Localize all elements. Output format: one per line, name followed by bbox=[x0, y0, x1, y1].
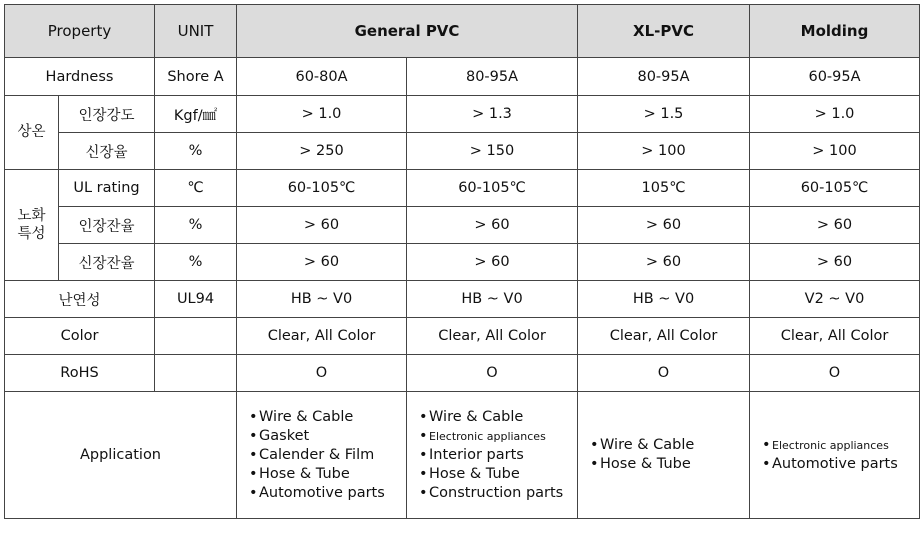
list-item: •Interior parts bbox=[419, 446, 524, 463]
list-item: •Electronic appliances bbox=[762, 437, 889, 453]
ul-rating-general-a: 60-105℃ bbox=[237, 170, 407, 207]
header-property: Property bbox=[5, 5, 155, 58]
application-list-general-a bbox=[241, 408, 385, 503]
bullet-icon: • bbox=[249, 427, 258, 444]
elongation-general-a: > 250 bbox=[237, 133, 407, 170]
rohs-general-b: O bbox=[407, 355, 578, 392]
ul-rating-general-b: 60-105℃ bbox=[407, 170, 578, 207]
bullet-icon: • bbox=[419, 465, 428, 482]
ul-rating-unit: ℃ bbox=[155, 170, 237, 207]
tensile-xl-pvc: > 1.5 bbox=[578, 96, 750, 133]
color-xl-pvc: Clear, All Color bbox=[578, 318, 750, 355]
list-item: •Wire & Cable bbox=[249, 408, 354, 425]
ul-rating-label: UL rating bbox=[59, 170, 155, 207]
hardness-unit: Shore A bbox=[155, 58, 237, 96]
application-general-a bbox=[237, 392, 407, 519]
row-application bbox=[5, 392, 920, 519]
flame-general-b: HB ~ V0 bbox=[407, 281, 578, 318]
group-aging-line1: 노화 bbox=[17, 207, 46, 224]
pvc-property-table bbox=[4, 4, 920, 519]
list-item: •Hose & Tube bbox=[590, 456, 691, 472]
elongation-retention-xl-pvc: > 60 bbox=[578, 244, 750, 281]
row-elongation bbox=[5, 133, 920, 170]
list-item: •Automotive parts bbox=[762, 456, 898, 472]
tensile-general-b: > 1.3 bbox=[407, 96, 578, 133]
hardness-label: Hardness bbox=[5, 58, 155, 96]
elongation-retention-label: 신장잔율 bbox=[59, 244, 155, 281]
row-hardness bbox=[5, 58, 920, 96]
rohs-molding: O bbox=[750, 355, 920, 392]
row-flame bbox=[5, 281, 920, 318]
list-item: •Calender & Film bbox=[249, 446, 375, 463]
flame-general-a: HB ~ V0 bbox=[237, 281, 407, 318]
tensile-retention-general-a: > 60 bbox=[237, 207, 407, 244]
tensile-retention-label: 인장잔율 bbox=[59, 207, 155, 244]
elongation-xl-pvc: > 100 bbox=[578, 133, 750, 170]
header-xl-pvc: XL-PVC bbox=[578, 5, 750, 58]
list-item: •Automotive parts bbox=[249, 484, 385, 501]
hardness-xl-pvc: 80-95A bbox=[578, 58, 750, 96]
spec-table-container bbox=[4, 4, 920, 519]
elongation-molding: > 100 bbox=[750, 133, 920, 170]
elongation-retention-unit: % bbox=[155, 244, 237, 281]
tensile-retention-unit: % bbox=[155, 207, 237, 244]
flame-label: 난연성 bbox=[5, 281, 155, 318]
group-room-temp: 상온 bbox=[5, 96, 59, 170]
application-label: Application bbox=[5, 392, 237, 519]
list-item: •Hose & Tube bbox=[249, 465, 350, 482]
list-item: •Wire & Cable bbox=[419, 408, 524, 425]
rohs-general-a: O bbox=[237, 355, 407, 392]
bullet-icon: • bbox=[419, 446, 428, 463]
list-item: •Gasket bbox=[249, 427, 310, 444]
list-item: •Construction parts bbox=[419, 484, 564, 501]
bullet-icon: • bbox=[249, 465, 258, 482]
elongation-retention-molding: > 60 bbox=[750, 244, 920, 281]
elongation-unit: % bbox=[155, 133, 237, 170]
row-ul-rating bbox=[5, 170, 920, 207]
row-tensile bbox=[5, 96, 920, 133]
color-molding: Clear, All Color bbox=[750, 318, 920, 355]
application-list-molding bbox=[754, 436, 898, 474]
hardness-general-a: 60-80A bbox=[237, 58, 407, 96]
application-list-xl-pvc bbox=[582, 436, 694, 474]
flame-unit: UL94 bbox=[155, 281, 237, 318]
list-item: •Hose & Tube bbox=[419, 465, 520, 482]
application-general-b bbox=[407, 392, 578, 519]
application-list-general-b bbox=[411, 408, 563, 503]
row-elongation-retention bbox=[5, 244, 920, 281]
color-unit bbox=[155, 318, 237, 355]
header-general-pvc: General PVC bbox=[237, 5, 578, 58]
list-item: •Electronic appliances bbox=[419, 427, 546, 444]
elongation-label: 신장율 bbox=[59, 133, 155, 170]
bullet-icon: • bbox=[249, 408, 258, 425]
ul-rating-xl-pvc: 105℃ bbox=[578, 170, 750, 207]
bullet-icon: • bbox=[419, 484, 428, 501]
flame-xl-pvc: HB ~ V0 bbox=[578, 281, 750, 318]
tensile-retention-molding: > 60 bbox=[750, 207, 920, 244]
color-general-a: Clear, All Color bbox=[237, 318, 407, 355]
color-label: Color bbox=[5, 318, 155, 355]
bullet-icon: • bbox=[419, 427, 428, 444]
color-general-b: Clear, All Color bbox=[407, 318, 578, 355]
elongation-retention-general-b: > 60 bbox=[407, 244, 578, 281]
group-aging-line2: 특성 bbox=[17, 226, 46, 242]
group-aging bbox=[5, 170, 59, 281]
bullet-icon: • bbox=[249, 446, 258, 463]
row-color bbox=[5, 318, 920, 355]
hardness-molding: 60-95A bbox=[750, 58, 920, 96]
bullet-icon: • bbox=[590, 437, 599, 453]
rohs-unit bbox=[155, 355, 237, 392]
application-molding bbox=[750, 392, 920, 519]
rohs-xl-pvc: O bbox=[578, 355, 750, 392]
bullet-icon: • bbox=[762, 456, 771, 472]
header-molding: Molding bbox=[750, 5, 920, 58]
rohs-label: RoHS bbox=[5, 355, 155, 392]
elongation-general-b: > 150 bbox=[407, 133, 578, 170]
row-tensile-retention bbox=[5, 207, 920, 244]
bullet-icon: • bbox=[590, 456, 599, 472]
bullet-icon: • bbox=[419, 408, 428, 425]
tensile-molding: > 1.0 bbox=[750, 96, 920, 133]
bullet-icon: • bbox=[762, 437, 771, 453]
tensile-unit: Kgf/㎟ bbox=[155, 96, 237, 133]
tensile-general-a: > 1.0 bbox=[237, 96, 407, 133]
header-unit: UNIT bbox=[155, 5, 237, 58]
tensile-retention-xl-pvc: > 60 bbox=[578, 207, 750, 244]
header-row bbox=[5, 5, 920, 58]
application-xl-pvc bbox=[578, 392, 750, 519]
flame-molding: V2 ~ V0 bbox=[750, 281, 920, 318]
elongation-retention-general-a: > 60 bbox=[237, 244, 407, 281]
ul-rating-molding: 60-105℃ bbox=[750, 170, 920, 207]
tensile-retention-general-b: > 60 bbox=[407, 207, 578, 244]
hardness-general-b: 80-95A bbox=[407, 58, 578, 96]
tensile-label: 인장강도 bbox=[59, 96, 155, 133]
row-rohs bbox=[5, 355, 920, 392]
bullet-icon: • bbox=[249, 484, 258, 501]
list-item: •Wire & Cable bbox=[590, 437, 695, 453]
